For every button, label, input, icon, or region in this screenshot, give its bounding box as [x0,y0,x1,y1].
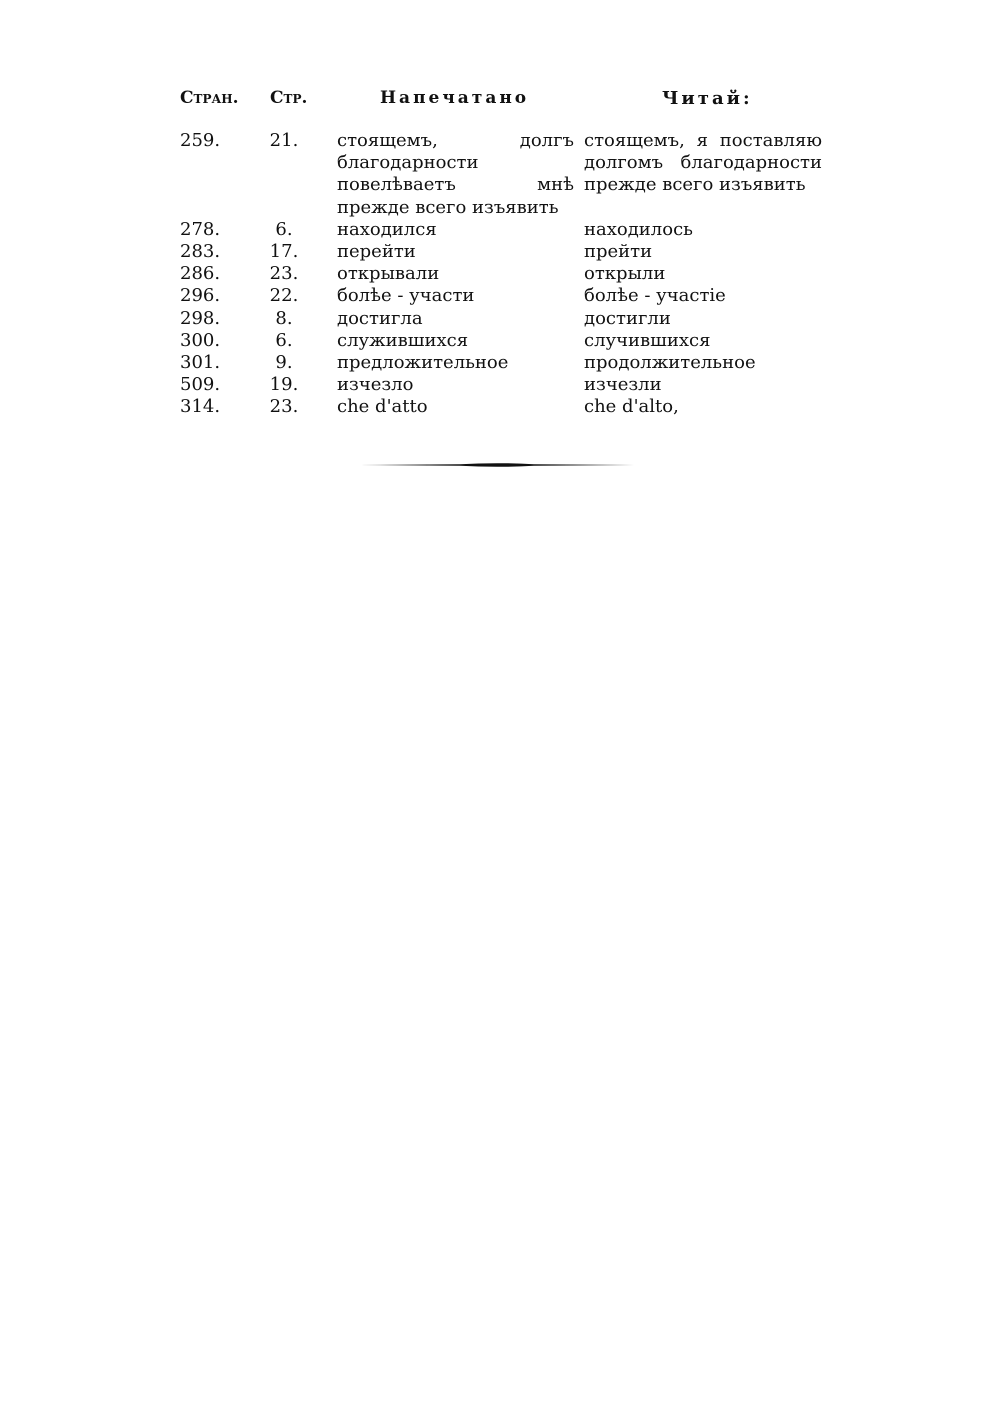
line-number: 23. [269,396,299,418]
errata-table [180,84,840,419]
header-page: Стран. [180,88,239,108]
table-row [180,308,840,330]
printed-text: изчезло [337,374,414,396]
errata-header [180,84,840,120]
printed-text: перейти [337,241,416,263]
line-number: 22. [269,285,299,307]
table-row [180,330,840,352]
line-number: 23. [269,263,299,285]
page-number: 259. [180,130,221,151]
correct-text: che d'alto, [584,396,679,418]
printed-text: предложительное [337,352,509,374]
correct-text: стоящемъ, я поставляю долгомъ благодарности прежде всего изъявить [584,130,822,196]
line-number: 8. [275,307,293,329]
printed-text: болѣе - участи [337,285,475,307]
header-line: Стр. [270,88,308,108]
table-row [180,374,840,396]
ornamental-rule [360,462,634,468]
header-printed: Напечатано [380,88,530,108]
correct-text: находилось [584,218,693,240]
page-number: 509. [180,374,221,396]
printed-text: открывали [337,263,440,285]
table-row [180,219,840,241]
printed-text: находился [337,218,437,240]
errata-rows [180,130,840,419]
page-number: 286. [180,263,221,285]
page-number: 298. [180,307,221,329]
line-number: 19. [269,374,299,396]
printed-text: стоящемъ, долгъ благодарности повелѣваетъ мнѣ прежде всего изъявить [337,130,574,218]
line-number: 6. [275,218,293,240]
page-number: 296. [180,285,221,307]
table-row [180,285,840,307]
header-read: Читай: [662,88,753,109]
correct-text: открыли [584,263,666,285]
printed-text: che d'atto [337,396,428,418]
printed-text: достигла [337,307,423,329]
table-row [180,241,840,263]
table-row [180,263,840,285]
table-row [180,396,840,418]
line-number: 21. [269,130,299,151]
correct-text: прейти [584,241,653,263]
page-number: 278. [180,218,221,240]
correct-text: достигли [584,307,671,329]
page-number: 301. [180,352,221,374]
line-number: 17. [269,241,299,263]
page-number: 283. [180,241,221,263]
line-number: 9. [275,352,293,374]
printed-text: служившихся [337,329,469,351]
line-number: 6. [275,329,293,351]
page-number: 314. [180,396,221,418]
table-row [180,352,840,374]
correct-text: болѣе - участіе [584,285,726,307]
correct-text: случившихся [584,329,711,351]
page-number: 300. [180,329,221,351]
table-row [180,130,840,219]
correct-text: изчезли [584,374,662,396]
correct-text: продолжительное [584,352,756,374]
